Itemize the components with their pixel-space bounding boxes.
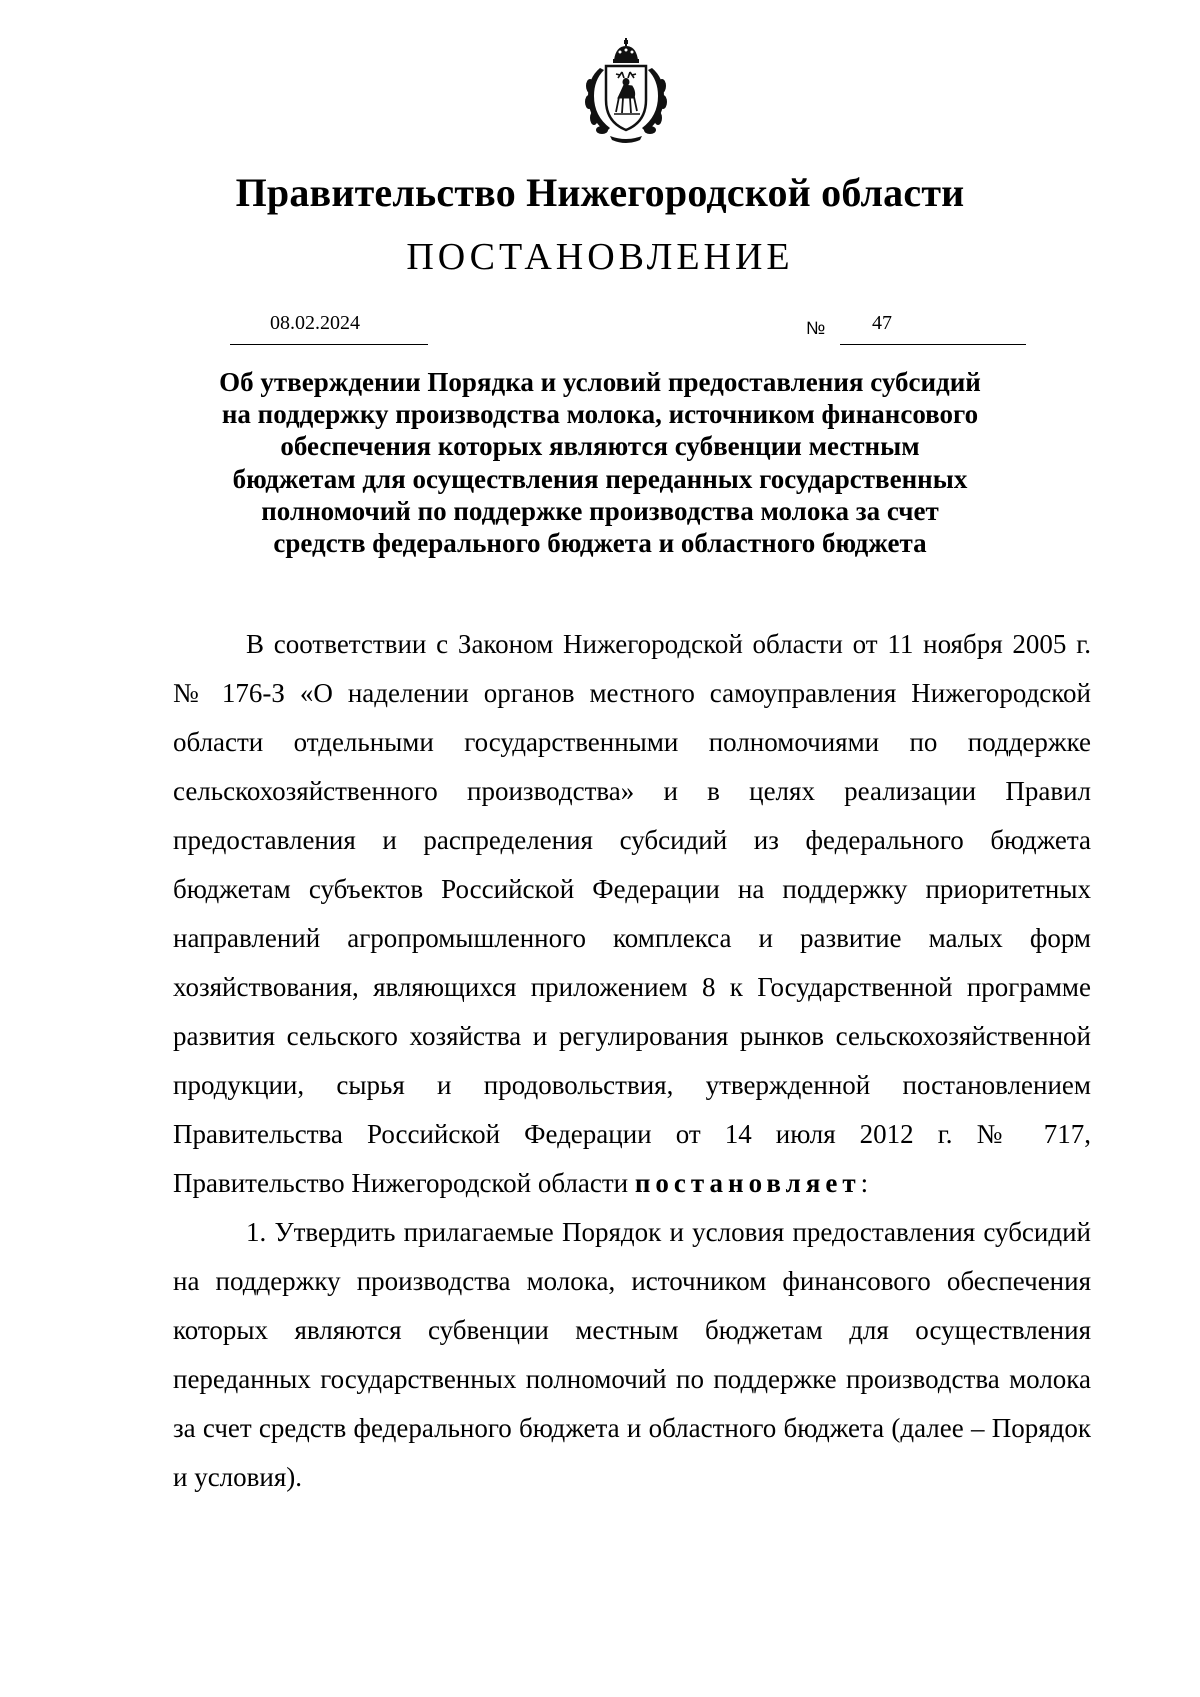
title-line: обеспечения которых являются субвенции местным (280, 431, 920, 462)
document-title (150, 366, 1050, 559)
preamble-paragraph (173, 620, 1091, 1208)
title-line: средств федерального бюджета и областного бюджета (273, 528, 927, 559)
decree-word: постановляет (634, 1168, 861, 1198)
date-field (230, 310, 428, 345)
preamble-text: В соответствии с Законом Нижегородской области от 11 ноября 2005 г. № 176-З «О наделении органов местного самоуправления Нижегородской области отдельными государственными полномочиями по поддержке сельскохозяйственного производства» и в целях реализации Правил предоставления и распределения субсидий из федерального бюджета бюджетам субъектов Российской Федерации на поддержку приоритетных направлений агропромышленного комплекса и развитие малых форм хозяйствования, являющихся приложением 8 к Государственной программе развития сельского хозяйства и регулирования рынков сельскохозяйственной продукции, сырья и продовольствия, утвержденной постановлением Правительства Российской Федерации от 14 июля 2012 г. № 717, Правительство Нижегородской области (173, 629, 1091, 1198)
document-type: ПОСТАНОВЛЕНИЕ (406, 236, 794, 278)
document-number: 47 (872, 312, 892, 334)
document-date: 08.02.2024 (270, 312, 360, 334)
ribbon-icon (610, 136, 642, 143)
number-field (840, 310, 1026, 345)
issuing-authority: Правительство Нижегородской области (235, 170, 965, 215)
title-line: на поддержку производства молока, источником финансового (221, 399, 979, 430)
coat-of-arms-emblem (580, 38, 692, 150)
decree-colon: : (860, 1168, 869, 1198)
title-line: бюджетам для осуществления переданных государственных (232, 463, 968, 494)
item-paragraph: 1. Утвердить прилагаемые Порядок и условия предоставления субсидий на поддержку производства молока, источником финансового обеспечения которых являются субвенции местным бюджетам для осуществления переданных государственных полномочий по поддержке производства молока за счет средств федерального бюджета и областного бюджета (далее – Порядок и условия). (173, 1217, 1091, 1492)
crown-icon (613, 38, 639, 63)
title-line: полномочий по поддержке производства молока за счет (261, 495, 939, 526)
number-sign: № (806, 318, 826, 338)
title-line: Об утверждении Порядка и условий предоставления субсидий (219, 367, 981, 397)
document-body (173, 620, 1091, 1502)
